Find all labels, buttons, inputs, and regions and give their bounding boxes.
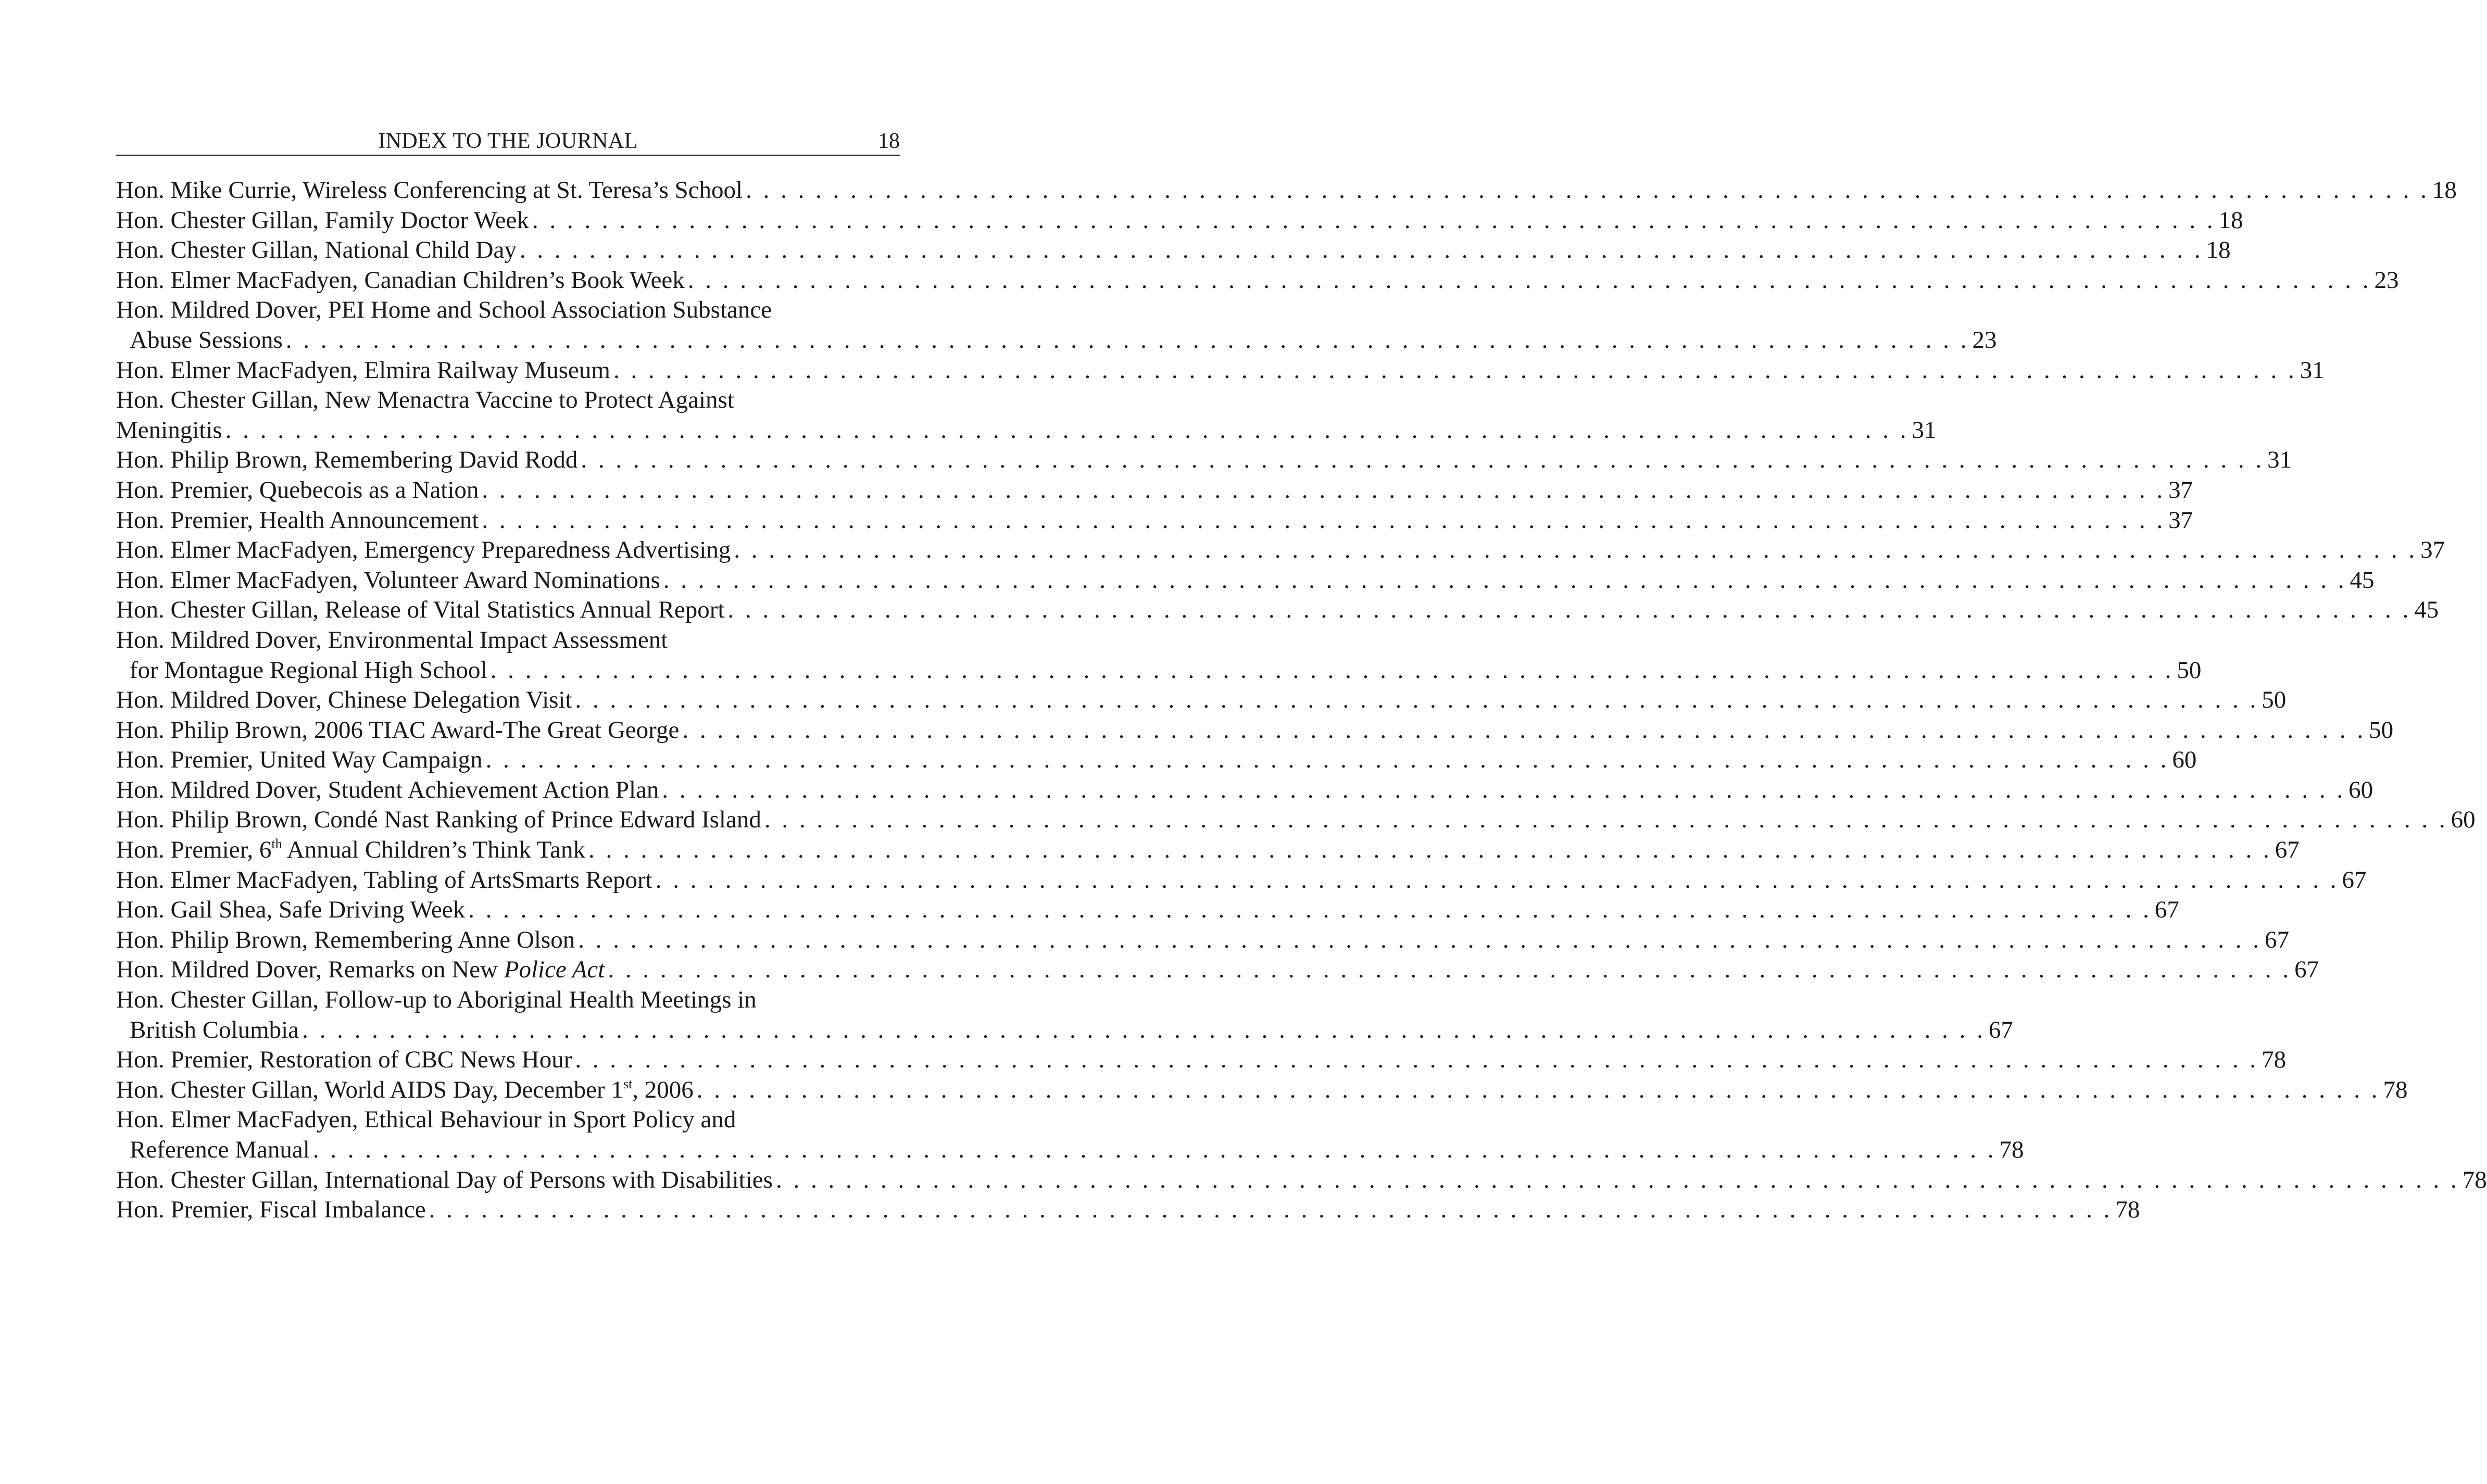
dot-leader: . . . . . . . . . . . . . . . . . . . . . . . . . . . . . . . . . . . . . . . . . . . . . . . . . . . . . . . . . . . . . . . . . . . . . . . . . . . . . . . . . . . . . . . . . . . . . . . . . — [482, 506, 2166, 534]
index-entry-line — [116, 475, 2193, 506]
index-entry — [116, 745, 2197, 775]
index-entry-page-number: 78 — [2383, 1076, 2408, 1103]
index-entry-line — [116, 595, 2439, 625]
header-page-number: 18 — [878, 129, 900, 153]
index-entry-line — [116, 1075, 2408, 1105]
index-entry-line — [116, 985, 900, 1015]
index-entry-page-number: 67 — [1988, 1016, 2013, 1043]
index-entry-page-number: 67 — [2275, 836, 2300, 864]
index-entry-text: Hon. Mildred Dover, Chinese Delegation Visit — [116, 686, 572, 714]
index-entry-text: Hon. Mike Currie, Wireless Conferencing at St. Teresa’s School — [116, 177, 743, 204]
dot-leader: . . . . . . . . . . . . . . . . . . . . . . . . . . . . . . . . . . . . . . . . . . . . . . . . . . . . . . . . . . . . . . . . . . . . . . . . . . . . . . . . . . . . . . . . . . . . . . . . . — [775, 1166, 2459, 1193]
index-entry — [116, 625, 2202, 685]
index-entry-text: Hon. Chester Gillan, National Child Day — [116, 236, 517, 264]
dot-leader: . . . . . . . . . . . . . . . . . . . . . . . . . . . . . . . . . . . . . . . . . . . . . . . . . . . . . . . . . . . . . . . . . . . . . . . . . . . . . . . . . . . . . . . . . . . . . . . . . — [485, 746, 2169, 774]
index-entry-page-number: 60 — [2348, 776, 2373, 803]
index-entry — [116, 835, 2300, 865]
index-entry-text: Meningitis — [116, 416, 222, 444]
index-entry-text: Hon. Mildred Dover, Student Achievement Action Plan — [116, 776, 659, 803]
dot-leader: . . . . . . . . . . . . . . . . . . . . . . . . . . . . . . . . . . . . . . . . . . . . . . . . . . . . . . . . . . . . . . . . . . . . . . . . . . . . . . . . . . . . . . . . . . . . . . . . . — [655, 866, 2339, 894]
index-entry-line — [116, 685, 2287, 715]
dot-leader: . . . . . . . . . . . . . . . . . . . . . . . . . . . . . . . . . . . . . . . . . . . . . . . . . . . . . . . . . . . . . . . . . . . . . . . . . . . . . . . . . . . . . . . . . . . . . . . . . — [746, 177, 2429, 204]
index-entry-line — [116, 1135, 2024, 1165]
index-entry — [116, 955, 2319, 985]
index-entry-page-number: 50 — [2262, 686, 2287, 714]
index-entry-line — [116, 506, 2193, 536]
index-entry-text: Hon. Chester Gillan, International Day of Persons with Disabilities — [116, 1166, 773, 1193]
index-entry-line — [116, 656, 2202, 686]
index-entry — [116, 1075, 2408, 1105]
index-entry-text: Hon. Philip Brown, 2006 TIAC Award-The Great George — [116, 716, 680, 744]
index-entry-page-number: 37 — [2420, 536, 2445, 564]
index-entry — [116, 1105, 2024, 1165]
index-entry-text: Hon. Chester Gillan, New Menactra Vaccine to Protect Against — [116, 386, 734, 414]
index-entry-page-number: 78 — [1999, 1136, 2024, 1163]
index-entry-text: Hon. Elmer MacFadyen, Emergency Preparedness Advertising — [116, 536, 731, 564]
index-entry-text: Hon. Premier, Fiscal Imbalance — [116, 1196, 426, 1224]
index-entry-page-number: 67 — [2342, 866, 2367, 894]
dot-leader: . . . . . . . . . . . . . . . . . . . . . . . . . . . . . . . . . . . . . . . . . . . . . . . . . . . . . . . . . . . . . . . . . . . . . . . . . . . . . . . . . . . . . . . . . . . . . . . . . — [225, 416, 1909, 444]
index-entry-page-number: 67 — [2154, 896, 2179, 924]
dot-leader: . . . . . . . . . . . . . . . . . . . . . . . . . . . . . . . . . . . . . . . . . . . . . . . . . . . . . . . . . . . . . . . . . . . . . . . . . . . . . . . . . . . . . . . . . . . . . . . . . — [578, 926, 2262, 953]
dot-leader: . . . . . . . . . . . . . . . . . . . . . . . . . . . . . . . . . . . . . . . . . . . . . . . . . . . . . . . . . . . . . . . . . . . . . . . . . . . . . . . . . . . . . . . . . . . . . . . . . — [468, 896, 2152, 924]
index-entry-text: Hon. Premier, Quebecois as a Nation — [116, 476, 479, 504]
index-entry-line — [116, 356, 2325, 386]
index-entry-line — [116, 416, 1937, 446]
index-entry-text: Hon. Chester Gillan, World AIDS Day, December 1st, 2006 — [116, 1076, 694, 1103]
index-entry — [116, 175, 2457, 206]
index-entry-line — [116, 1195, 2140, 1225]
index-entry-text: Hon. Mildred Dover, PEI Home and School Association Substance — [116, 296, 772, 324]
index-entry-text: Hon. Chester Gillan, Release of Vital Statistics Annual Report — [116, 596, 725, 624]
index-entry-text: Abuse Sessions — [130, 326, 283, 354]
index-entry — [116, 266, 2399, 296]
index-entry-line — [116, 1105, 900, 1135]
header-title: INDEX TO THE JOURNAL — [378, 129, 638, 153]
index-entry-line — [116, 925, 2289, 955]
dot-leader: . . . . . . . . . . . . . . . . . . . . . . . . . . . . . . . . . . . . . . . . . . . . . . . . . . . . . . . . . . . . . . . . . . . . . . . . . . . . . . . . . . . . . . . . . . . . . . . . . — [519, 236, 2203, 264]
index-entry-text: Hon. Gail Shea, Safe Driving Week — [116, 896, 466, 924]
index-entry — [116, 535, 2445, 565]
index-entry-line — [116, 1045, 2287, 1075]
index-entry-page-number: 31 — [2267, 446, 2292, 474]
index-entry-page-number: 18 — [2432, 177, 2457, 204]
index-entry-line — [116, 625, 900, 656]
dot-leader: . . . . . . . . . . . . . . . . . . . . . . . . . . . . . . . . . . . . . . . . . . . . . . . . . . . . . . . . . . . . . . . . . . . . . . . . . . . . . . . . . . . . . . . . . . . . . . . . . — [312, 1136, 1996, 1163]
index-entry — [116, 715, 2394, 746]
dot-leader: . . . . . . . . . . . . . . . . . . . . . . . . . . . . . . . . . . . . . . . . . . . . . . . . . . . . . . . . . . . . . . . . . . . . . . . . . . . . . . . . . . . . . . . . . . . . . . . . . — [302, 1016, 1986, 1043]
index-entry-page-number: 23 — [2374, 266, 2399, 294]
index-entry — [116, 925, 2289, 955]
index-entry — [116, 1045, 2287, 1075]
index-entry-text: Hon. Premier, 6th Annual Children’s Think Tank — [116, 836, 586, 864]
index-entry-line — [116, 266, 2399, 296]
index-entry-page-number: 37 — [2168, 476, 2193, 504]
index-entry-text: Hon. Elmer MacFadyen, Ethical Behaviour in Sport Policy and — [116, 1106, 736, 1134]
index-entry-text: Hon. Premier, Restoration of CBC News Hour — [116, 1046, 572, 1074]
index-entry-line — [116, 835, 2300, 865]
dot-leader: . . . . . . . . . . . . . . . . . . . . . . . . . . . . . . . . . . . . . . . . . . . . . . . . . . . . . . . . . . . . . . . . . . . . . . . . . . . . . . . . . . . . . . . . . . . . . . . . . — [490, 656, 2174, 684]
index-entry-page-number: 50 — [2177, 656, 2202, 684]
dot-leader: . . . . . . . . . . . . . . . . . . . . . . . . . . . . . . . . . . . . . . . . . . . . . . . . . . . . . . . . . . . . . . . . . . . . . . . . . . . . . . . . . . . . . . . . . . . . . . . . . — [482, 476, 2166, 504]
index-entry-text: Reference Manual — [130, 1136, 310, 1163]
running-header — [116, 128, 900, 156]
index-entry-line — [116, 535, 2445, 565]
index-entries — [116, 175, 2487, 1225]
index-entry — [116, 895, 2179, 925]
dot-leader: . . . . . . . . . . . . . . . . . . . . . . . . . . . . . . . . . . . . . . . . . . . . . . . . . . . . . . . . . . . . . . . . . . . . . . . . . . . . . . . . . . . . . . . . . . . . . . . . . — [727, 596, 2411, 624]
dot-leader: . . . . . . . . . . . . . . . . . . . . . . . . . . . . . . . . . . . . . . . . . . . . . . . . . . . . . . . . . . . . . . . . . . . . . . . . . . . . . . . . . . . . . . . . . . . . . . . . . — [575, 686, 2259, 714]
index-entry — [116, 565, 2375, 596]
index-entry — [116, 1195, 2140, 1225]
index-entry-text: Hon. Elmer MacFadyen, Volunteer Award Nominations — [116, 566, 660, 594]
index-entry-text: Hon. Elmer MacFadyen, Elmira Railway Museum — [116, 356, 610, 384]
index-entry-text: Hon. Mildred Dover, Remarks on New Police Act — [116, 956, 605, 984]
index-entry-line — [116, 235, 2231, 266]
index-entry — [116, 595, 2439, 625]
index-page — [116, 128, 2487, 1225]
index-entry-text: Hon. Chester Gillan, Follow-up to Aboriginal Health Meetings in — [116, 986, 757, 1014]
index-entry-page-number: 78 — [2262, 1046, 2287, 1074]
dot-leader: . . . . . . . . . . . . . . . . . . . . . . . . . . . . . . . . . . . . . . . . . . . . . . . . . . . . . . . . . . . . . . . . . . . . . . . . . . . . . . . . . . . . . . . . . . . . . . . . . — [429, 1196, 2113, 1224]
index-entry-text: Hon. Philip Brown, Condé Nast Ranking of Prince Edward Island — [116, 806, 761, 834]
index-entry-page-number: 18 — [2206, 236, 2231, 264]
index-entry — [116, 1165, 2487, 1196]
index-entry-page-number: 18 — [2218, 206, 2243, 234]
dot-leader: . . . . . . . . . . . . . . . . . . . . . . . . . . . . . . . . . . . . . . . . . . . . . . . . . . . . . . . . . . . . . . . . . . . . . . . . . . . . . . . . . . . . . . . . . . . . . . . . . — [613, 356, 2297, 384]
dot-leader: . . . . . . . . . . . . . . . . . . . . . . . . . . . . . . . . . . . . . . . . . . . . . . . . . . . . . . . . . . . . . . . . . . . . . . . . . . . . . . . . . . . . . . . . . . . . . . . . . — [682, 716, 2366, 744]
index-entry-text: Hon. Elmer MacFadyen, Canadian Children’s Book Week — [116, 266, 685, 294]
index-entry-line — [116, 175, 2457, 206]
index-entry — [116, 385, 1937, 445]
index-entry — [116, 445, 2292, 475]
index-entry-page-number: 50 — [2369, 716, 2394, 744]
index-entry — [116, 235, 2231, 266]
index-entry-page-number: 78 — [2115, 1196, 2140, 1224]
index-entry-line — [116, 295, 900, 325]
index-entry-text: Hon. Philip Brown, Remembering David Rodd — [116, 446, 578, 474]
index-entry-text: Hon. Elmer MacFadyen, Tabling of ArtsSmarts Report — [116, 866, 652, 894]
index-entry-line — [116, 1015, 2013, 1046]
index-entry — [116, 985, 2013, 1045]
index-entry-page-number: 23 — [1972, 326, 1997, 354]
index-entry-page-number: 78 — [2462, 1166, 2487, 1193]
dot-leader: . . . . . . . . . . . . . . . . . . . . . . . . . . . . . . . . . . . . . . . . . . . . . . . . . . . . . . . . . . . . . . . . . . . . . . . . . . . . . . . . . . . . . . . . . . . . . . . . . — [687, 266, 2371, 294]
dot-leader: . . . . . . . . . . . . . . . . . . . . . . . . . . . . . . . . . . . . . . . . . . . . . . . . . . . . . . . . . . . . . . . . . . . . . . . . . . . . . . . . . . . . . . . . . . . . . . . . . — [588, 836, 2272, 864]
index-entry-page-number: 31 — [2300, 356, 2325, 384]
index-entry-page-number: 45 — [2414, 596, 2439, 624]
index-entry-line — [116, 895, 2179, 925]
index-entry-page-number: 60 — [2451, 806, 2476, 834]
index-entry-text: Hon. Premier, Health Announcement — [116, 506, 479, 534]
index-entry-line — [116, 775, 2373, 806]
dot-leader: . . . . . . . . . . . . . . . . . . . . . . . . . . . . . . . . . . . . . . . . . . . . . . . . . . . . . . . . . . . . . . . . . . . . . . . . . . . . . . . . . . . . . . . . . . . . . . . . . — [285, 326, 1969, 354]
dot-leader: . . . . . . . . . . . . . . . . . . . . . . . . . . . . . . . . . . . . . . . . . . . . . . . . . . . . . . . . . . . . . . . . . . . . . . . . . . . . . . . . . . . . . . . . . . . . . . . . . — [662, 776, 2346, 803]
index-entry-line — [116, 565, 2375, 596]
index-entry-line — [116, 865, 2367, 896]
index-entry-page-number: 45 — [2350, 566, 2375, 594]
index-entry — [116, 865, 2367, 896]
index-entry-page-number: 67 — [2264, 926, 2289, 953]
dot-leader: . . . . . . . . . . . . . . . . . . . . . . . . . . . . . . . . . . . . . . . . . . . . . . . . . . . . . . . . . . . . . . . . . . . . . . . . . . . . . . . . . . . . . . . . . . . . . . . . . — [581, 446, 2265, 474]
index-entry — [116, 295, 1997, 355]
index-entry-text: Hon. Mildred Dover, Environmental Impact Assessment — [116, 626, 668, 653]
index-entry-page-number: 67 — [2294, 956, 2319, 984]
dot-leader: . . . . . . . . . . . . . . . . . . . . . . . . . . . . . . . . . . . . . . . . . . . . . . . . . . . . . . . . . . . . . . . . . . . . . . . . . . . . . . . . . . . . . . . . . . . . . . . . . — [575, 1046, 2259, 1074]
index-entry-line — [116, 805, 2476, 835]
index-entry-line — [116, 955, 2319, 985]
index-entry-page-number: 37 — [2168, 506, 2193, 534]
dot-leader: . . . . . . . . . . . . . . . . . . . . . . . . . . . . . . . . . . . . . . . . . . . . . . . . . . . . . . . . . . . . . . . . . . . . . . . . . . . . . . . . . . . . . . . . . . . . . . . . . — [696, 1076, 2380, 1103]
index-entry-line — [116, 715, 2394, 746]
dot-leader: . . . . . . . . . . . . . . . . . . . . . . . . . . . . . . . . . . . . . . . . . . . . . . . . . . . . . . . . . . . . . . . . . . . . . . . . . . . . . . . . . . . . . . . . . . . . . . . . . — [608, 956, 2292, 984]
index-entry — [116, 475, 2193, 506]
dot-leader: . . . . . . . . . . . . . . . . . . . . . . . . . . . . . . . . . . . . . . . . . . . . . . . . . . . . . . . . . . . . . . . . . . . . . . . . . . . . . . . . . . . . . . . . . . . . . . . . . — [764, 806, 2448, 834]
dot-leader: . . . . . . . . . . . . . . . . . . . . . . . . . . . . . . . . . . . . . . . . . . . . . . . . . . . . . . . . . . . . . . . . . . . . . . . . . . . . . . . . . . . . . . . . . . . . . . . . . — [663, 566, 2347, 594]
index-entry — [116, 685, 2287, 715]
index-entry — [116, 206, 2243, 236]
index-entry-line — [116, 385, 900, 416]
index-entry — [116, 775, 2373, 806]
index-entry — [116, 506, 2193, 536]
index-entry — [116, 805, 2476, 835]
dot-leader: . . . . . . . . . . . . . . . . . . . . . . . . . . . . . . . . . . . . . . . . . . . . . . . . . . . . . . . . . . . . . . . . . . . . . . . . . . . . . . . . . . . . . . . . . . . . . . . . . — [734, 536, 2418, 564]
index-entry-page-number: 31 — [1912, 416, 1937, 444]
index-entry-line — [116, 745, 2197, 775]
index-entry-line — [116, 325, 1997, 356]
index-entry-text: Hon. Philip Brown, Remembering Anne Olson — [116, 926, 575, 953]
index-entry-line — [116, 445, 2292, 475]
index-entry-line — [116, 206, 2243, 236]
index-entry-page-number: 60 — [2172, 746, 2197, 774]
index-entry — [116, 356, 2325, 386]
dot-leader: . . . . . . . . . . . . . . . . . . . . . . . . . . . . . . . . . . . . . . . . . . . . . . . . . . . . . . . . . . . . . . . . . . . . . . . . . . . . . . . . . . . . . . . . . . . . . . . . . — [532, 206, 2216, 234]
index-entry-text: Hon. Chester Gillan, Family Doctor Week — [116, 206, 529, 234]
index-entry-text: Hon. Premier, United Way Campaign — [116, 746, 483, 774]
index-entry-text: for Montague Regional High School — [130, 656, 487, 684]
index-entry-line — [116, 1165, 2487, 1196]
index-entry-text: British Columbia — [130, 1016, 299, 1043]
